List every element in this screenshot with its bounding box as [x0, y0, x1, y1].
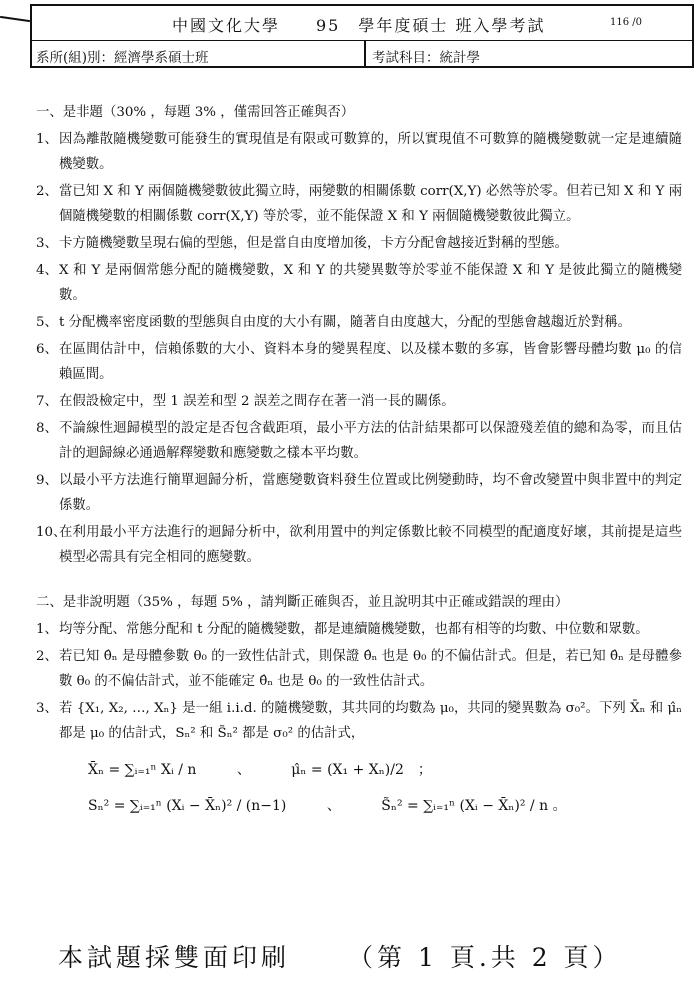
formula-row-mean	[88, 752, 682, 788]
section-2-title: 二、是非說明題（35% ，每題 5% ，請判斷正確與否，並且說明其中正確或錯誤的理由）	[36, 595, 569, 610]
question-item: 8、 不論線性迴歸模型的設定是否包含截距項，最小平方法的估計結果都可以保證殘差值的總和為零，而且估計的迴歸線必通過解釋變數和應變數之樣本平均數。	[36, 421, 682, 461]
exam-title: 中國文化大學 95 學年度碩士 班入學考試	[172, 16, 546, 35]
header-divider	[364, 40, 366, 68]
question-item: 4、 X 和 Y 是兩個常態分配的隨機變數，X 和 Y 的共變異數等於零並不能保證 X 和 Y 是彼此獨立的隨機變數。	[36, 263, 682, 303]
pen-stroke-mark	[0, 16, 30, 22]
question-item: 10、 在利用最小平方法進行的迴歸分析中，欲利用置中的判定係數比較不同模型的配適度好壞，其前提是這些模型必需具有完全相同的應變數。	[36, 525, 682, 565]
print-notice-footer	[58, 938, 622, 974]
formula-separator: 、	[326, 798, 341, 814]
question-item: 1、 均等分配、常態分配和 t 分配的隨機變數，都是連續隨機變數，也都有相等的均數、中位數和眾數。	[36, 622, 649, 637]
question-item: 1、 因為離散隨機變數可能發生的實現值是有限或可數算的，所以實現值不可數算的隨機變數就一定是連續隨機變數。	[36, 132, 682, 172]
question-item: 2、 若已知 θ̂ₙ 是母體參數 θ₀ 的一致性估計式，則保證 θ̂ₙ 也是 θ₀ 的不偏估計式。但是，若已知 θ̂ₙ 是母體參數 θ₀ 的不偏估計式，並不能確定 θ̂ₙ 也是 θ₀ 的一致性估計式。	[36, 649, 682, 689]
page-code: 116 /0	[610, 17, 642, 28]
section-1-title: 一、是非題（30% ，每題 3% ，僅需回答正確與否）	[36, 105, 355, 120]
page-indicator: （第 1 頁.共 2 頁）	[348, 943, 622, 972]
formula-sample-variance: Sₙ² = ∑ᵢ₌₁ⁿ (Xᵢ − X̄ₙ)² / (n−1)	[88, 798, 287, 814]
estimator-formulas	[88, 752, 682, 824]
formula-row-variance	[88, 788, 682, 824]
exam-content	[36, 100, 682, 824]
question-item: 3、 卡方隨機變數呈現右偏的型態，但是當自由度增加後，卡方分配會越接近對稱的型態。	[36, 236, 568, 251]
section-true-false	[36, 100, 682, 570]
question-item: 2、 當已知 X 和 Y 兩個隨機變數彼此獨立時，兩變數的相關係數 corr(X,Y) 必然等於零。但若已知 X 和 Y 兩個隨機變數的相關係數 corr(X,Y) 等於零，並不能保證 X 和 Y 兩個隨機變數彼此獨立。	[36, 184, 682, 224]
exam-header	[30, 4, 694, 68]
formula-separator: 、	[236, 762, 251, 778]
question-item: 5、 t 分配機率密度函數的型態與自由度的大小有關，隨著自由度越大，分配的型態會越趨近於對稱。	[36, 315, 632, 330]
question-item: 7、 在假設檢定中，型 1 誤差和型 2 誤差之間存在著一消一長的關係。	[36, 394, 455, 409]
formula-sample-variance-tilde: S̃ₙ² = ∑ᵢ₌₁ⁿ (Xᵢ − X̄ₙ)² / n 。	[381, 798, 567, 814]
header-title-row	[32, 6, 692, 41]
formula-mu-hat: μ̂ₙ = (X₁ + Xₙ)/2 ；	[291, 762, 432, 778]
question-item: 9、 以最小平方法進行簡單迴歸分析，當應變數資料發生位置或比例變動時，均不會改變置中與非置中的判定係數。	[36, 473, 682, 513]
question-item: 3、 若 {X₁, X₂, …, Xₙ} 是一組 i.i.d. 的隨機變數，其共同的均數為 μ₀，共同的變異數為 σ₀²。下列 X̄ₙ 和 μ̂ₙ 都是 μ₀ 的估計式，Sₙ² 和 S̃ₙ² 都是 σ₀² 的估計式，	[36, 701, 682, 741]
formula-sample-mean: X̄ₙ = ∑ᵢ₌₁ⁿ Xᵢ / n	[88, 762, 197, 778]
department-label: 系所(組)別：經濟學系碩士班	[36, 50, 209, 66]
question-item: 6、 在區間估計中，信賴係數的大小、資料本身的變異程度、以及樣本數的多寡，皆會影響母體均數 μ₀ 的信賴區間。	[36, 342, 682, 382]
subject-label: 考試科目：統計學	[372, 50, 480, 66]
double-sided-notice: 本試題採雙面印刷	[58, 943, 291, 972]
section-explain	[36, 590, 682, 824]
header-info-row	[32, 40, 692, 68]
